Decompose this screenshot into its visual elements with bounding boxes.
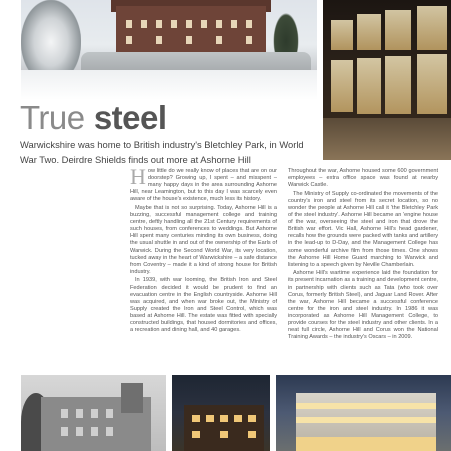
article-column-1 [130, 164, 277, 336]
headline-light: True [20, 99, 85, 136]
paragraph: In 1939, with war looming, the British Iron and Steel Federation decided it would be prudent to find an evacuation centre in the English countryside. Ashorne Hill was acquired, and when war broke out, the Ministry of Supply created the Iron and Steel Control, which was based at Ashorne Hill. The estate was fitted with specially constructed buildings, that housed dormitories and offices, a recreation and dining hall, and 40 garages. [130, 277, 277, 334]
paragraph: How little do we really know of places that are on our doorstep? Growing up, I spent – and misspent – many happy days in the area surrounding Ashorne Hill, near Leamington, but to this day I was scarcely even aware of the house's existence, much less its history. [130, 164, 277, 203]
paragraph: Maybe that is not so surprising. Today, Ashorne Hill is a buzzing, successful management college and training centre, deftly handling all the 21st Century requirements of such houses, from conferences to weddings. But Ashorne Hill spent many centuries minding its own business, doing the usual shuttle in and out of the ownership of the Earls of Warwick. During the Second World War, its very location, tucked away in the heart of Warwickshire – a safe distance from Coventry – made it a kind of strong house for British industry. [130, 204, 277, 275]
article-headline [20, 100, 167, 136]
manor-winter-photo [21, 0, 317, 100]
headline-bold: steel [93, 99, 167, 136]
article-column-2 [288, 168, 438, 343]
historic-hall-photo [21, 375, 166, 451]
hall-at-dusk-photo [172, 375, 270, 451]
drop-cap: H [130, 164, 146, 189]
paragraph: Throughout the war, Ashorne housed some 600 government employees – extra office space was found at nearby Warwick Castle. [288, 168, 438, 189]
paragraph: Ashorne Hill's wartime experience laid the foundation for its present incarnation as a training and development centre, in partnership with clients such as Tata (who took over Corus, formerly British Steel), and Jaguar Land Rover. After the war, Ashorne Hill became a successful conference centre for the iron and steel industry. In 1986 it was incorporated as Ashorne Hill Management College, to provide courses for the steel industry and other clients. In a neat full circle, Ashorne Hill and Corus won the National Training Awards – the industry's Oscars – in 2009. [288, 270, 438, 341]
glass-building-photo [323, 0, 451, 160]
article-standfirst: Warwickshire was home to British industry's Bletchley Park, in World War Two. Deirdre Shields finds out more at Ashorne Hill [20, 139, 304, 165]
modern-centre-photo [276, 375, 451, 451]
paragraph: The Ministry of Supply co-ordinated the movements of the country's iron and steel from its secret location, so no wonder the people at Ashorne Hill call it 'the Bletchley Park of the steel industry'. Ashorne Hill became an 'engine house of the war, overseeing the steel and iron that drove the British war effort. Vic Hall, Ashorne Hill's head gardener, recalls how the grounds were packed with tanks and artillery in the lead-up to D-Day, and the Management College has some wonderful archive film from those times. One shows the Ashorne Hill Home Guard marching to Warwick and listening to a speech given by Neville Chamberlain. [288, 190, 438, 268]
